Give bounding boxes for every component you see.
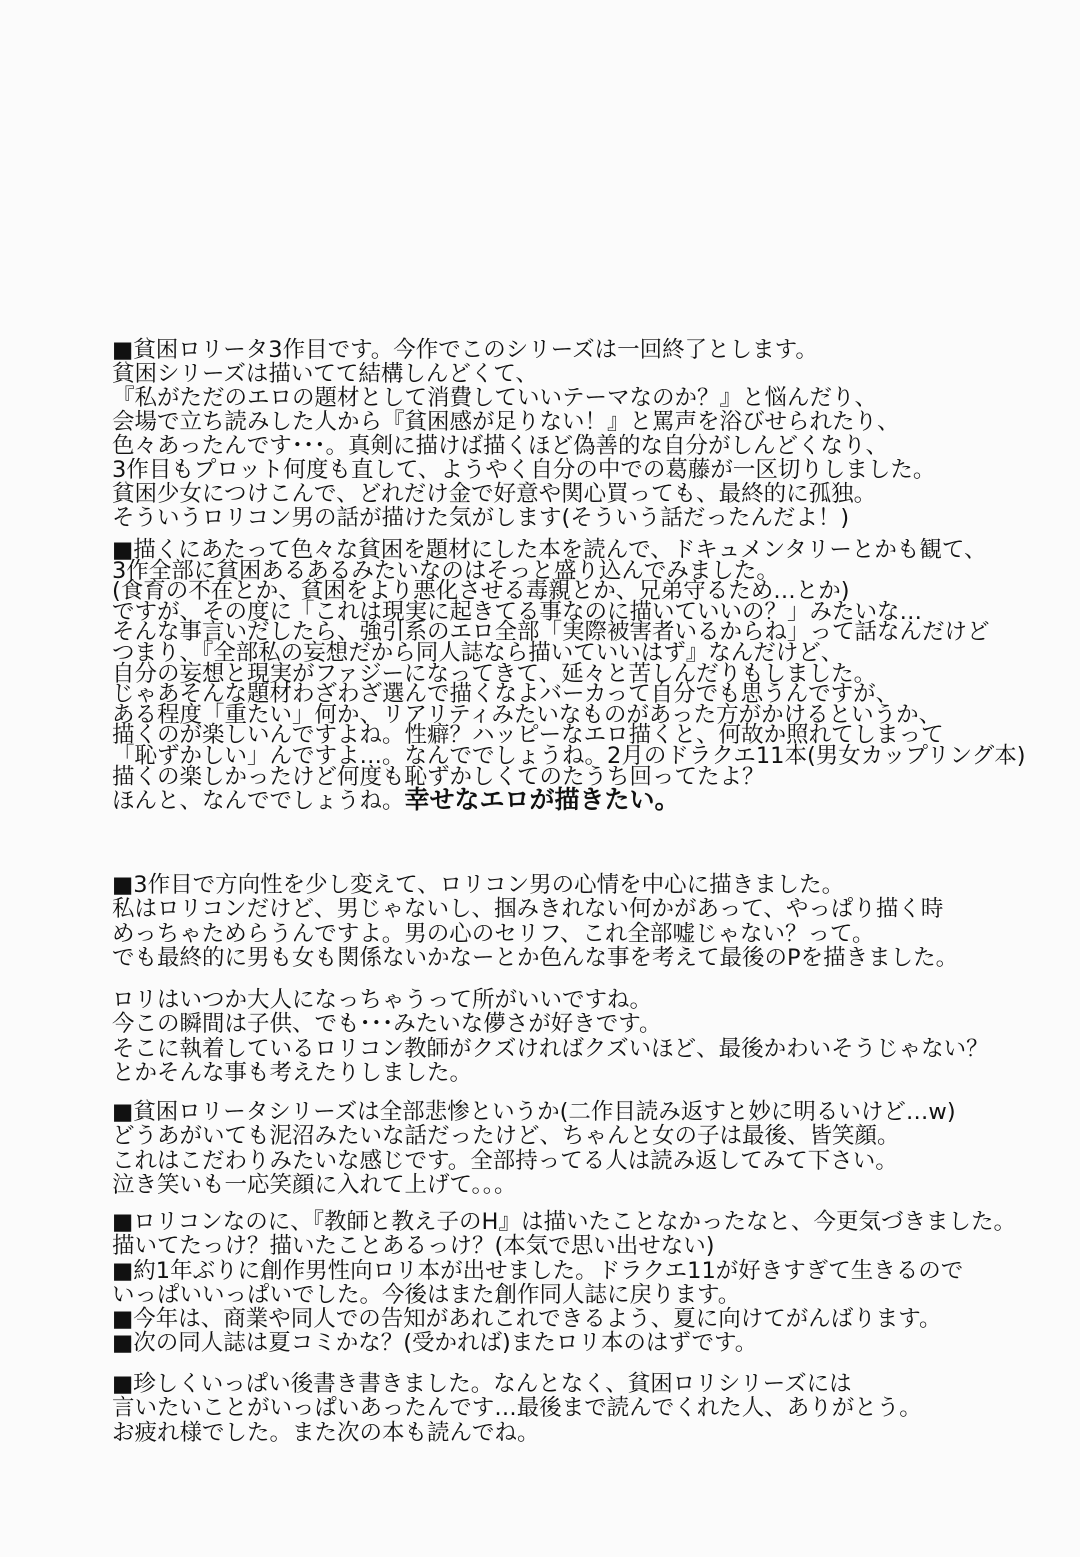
paragraph-line: ですが、その度に「これは現実に起きてる事なのに描いていいの？」みたいな… — [112, 598, 923, 625]
paragraph-line: 色々あったんです･･･。真剣に描けば描くほど偽善的な自分がしんどくなり、 — [112, 433, 889, 459]
paragraph-line: 描くのが楽しいんですよね。性癖？ハッピーなエロ描くと、何故か照れてしまって — [112, 722, 944, 749]
paragraph-line: 描いてたっけ？描いたことあるっけ？(本気で思い出せない) — [112, 1233, 715, 1260]
emphasized-text: 幸せなエロが描きたい。 — [404, 785, 680, 815]
paragraph-line: (食育の不在とか、貧困をより悪化させる毒親とか、兄弟守るため…とか) — [112, 578, 850, 605]
closing-text: ほんと、なんででしょうね。 — [112, 788, 405, 815]
paragraph-line: 今この瞬間は子供、でも･･･みたいな儚さが好きです。 — [112, 1011, 662, 1038]
paragraph-5 — [112, 1100, 1052, 1197]
paragraph-line — [112, 787, 1052, 814]
paragraph-line: つまり、『全部私の妄想だから同人誌なら描いていいはず』なんだけど、 — [112, 639, 844, 666]
paragraph-line: ■今年は、商業や同人での告知があれこれできるよう、夏に向けてがんばります。 — [112, 1306, 942, 1333]
paragraph-line: そういうロリコン男の話が描けた気がします(そういう話だったんだよ！) — [112, 505, 850, 531]
paragraph-line: 泣き笑いも一応笑顔に入れて上げて。。。 — [112, 1171, 517, 1198]
paragraph-line: 『私がただのエロの題材として消費していいテーマなのか？』と悩んだり、 — [112, 385, 878, 411]
paragraph-line: 描くの楽しかったけど何度も恥ずかしくてのたうち回ってたよ？ — [112, 763, 765, 790]
paragraph-line: ■描くにあたって色々な貧困を題材にした本を読んで、ドキュメンタリーとかも観て、 — [112, 537, 987, 563]
paragraph-line: 会場で立ち読みした人から『貧困感が足りない！』と罵声を浴びせられたり、 — [112, 409, 900, 435]
paragraph-line: ■貧困ロリータ3作目です。今作でこのシリーズは一回終了とします。 — [112, 337, 818, 363]
paragraph-line: ■約1年ぶりに創作男性向ロリ本が出せました。ドラクエ11が好きすぎて生きるので — [112, 1257, 964, 1284]
paragraph-line: めっちゃためらうんですよ。男の心のセリフ、これ全部嘘じゃない？って。 — [112, 920, 875, 947]
paragraph-line: 貧困シリーズは描いてて結構しんどくて、 — [112, 361, 538, 387]
paragraph-line: でも最終的に男も女も関係ないかなーとか色んな事を考えて最後のPを描きました。 — [112, 944, 959, 971]
paragraph-line: 貧困少女につけこんで、どれだけ金で好意や関心買っても、最終的に孤独。 — [112, 481, 877, 507]
paragraph-line: ■ロリコンなのに、『教師と教え子のH』は描いたことなかったなと、今更気づきました。 — [112, 1209, 1016, 1235]
paragraph-line: そこに執着しているロリコン教師がクズければクズいほど、最後かわいそうじゃない？ — [112, 1035, 989, 1062]
paragraph-line: 「恥ずかしい」んですよ…。なんででしょうね。2月のドラクエ11本(男女カップリング本) — [112, 742, 1026, 769]
paragraph-3 — [112, 873, 1052, 970]
paragraph-2 — [112, 537, 1052, 815]
paragraph-line: じゃあそんな題材わざわざ選んで描くなよバーカって自分でも思うんですが、 — [112, 681, 899, 708]
paragraph-line: ■珍しくいっぱい後書き書きました。なんとなく、貧困ロリシリーズには — [112, 1371, 852, 1397]
paragraph-1 — [112, 338, 1052, 530]
paragraph-line: ■3作目で方向性を少し変えて、ロリコン男の心情を中心に描きました。 — [112, 872, 845, 898]
paragraph-line: ■次の同人誌は夏コミかな？(受かれば)またロリ本のはずです。 — [112, 1330, 758, 1357]
paragraph-7 — [112, 1372, 1052, 1445]
paragraph-line: どうあがいても泥沼みたいな話だったけど、ちゃんと女の子は最後、皆笑顔。 — [112, 1123, 900, 1150]
paragraph-line: 3作全部に貧困あるあるみたいなのはそっと盛り込んでみました。 — [112, 557, 779, 584]
paragraph-line: いっぱいいっぱいでした。今後はまた創作同人誌に戻ります。 — [112, 1281, 741, 1308]
paragraph-line: これはこだわりみたいな感じです。全部持ってる人は読み返してみて下さい。 — [112, 1147, 898, 1174]
paragraph-line: お疲れ様でした。また次の本も読んでね。 — [112, 1419, 540, 1446]
paragraph-line: そんな事言いだしたら、強引系のエロ全部「実際被害者いるからね」って話なんだけど — [112, 619, 990, 646]
paragraph-line: 私はロリコンだけど、男じゃないし、掴みきれない何かがあって、やっぱり描く時 — [112, 896, 944, 923]
paragraph-line: 3作目もプロット何度も直して、ようやく自分の中での葛藤が一区切りしました。 — [112, 457, 936, 483]
paragraph-line: ロリはいつか大人になっちゃうって所がいいですね。 — [112, 987, 653, 1013]
paragraph-line: とかそんな事も考えたりしました。 — [112, 1059, 473, 1086]
paragraph-4 — [112, 988, 1052, 1085]
paragraph-line: 言いたいことがいっぱいあったんです…最後まで読んでくれた人、ありがとう。 — [112, 1395, 922, 1422]
paragraph-line: ある程度「重たい」何か、リアリティみたいなものがあった方がかけるというか、 — [112, 701, 942, 728]
paragraph-line: ■貧困ロリータシリーズは全部悲惨というか(二作目読み返すと妙に明るいけど…w) — [112, 1099, 956, 1125]
paragraph-6 — [112, 1210, 1052, 1356]
paragraph-line: 自分の妄想と現実がファジーになってきて、延々と苦しんだりもしました。 — [112, 660, 877, 687]
